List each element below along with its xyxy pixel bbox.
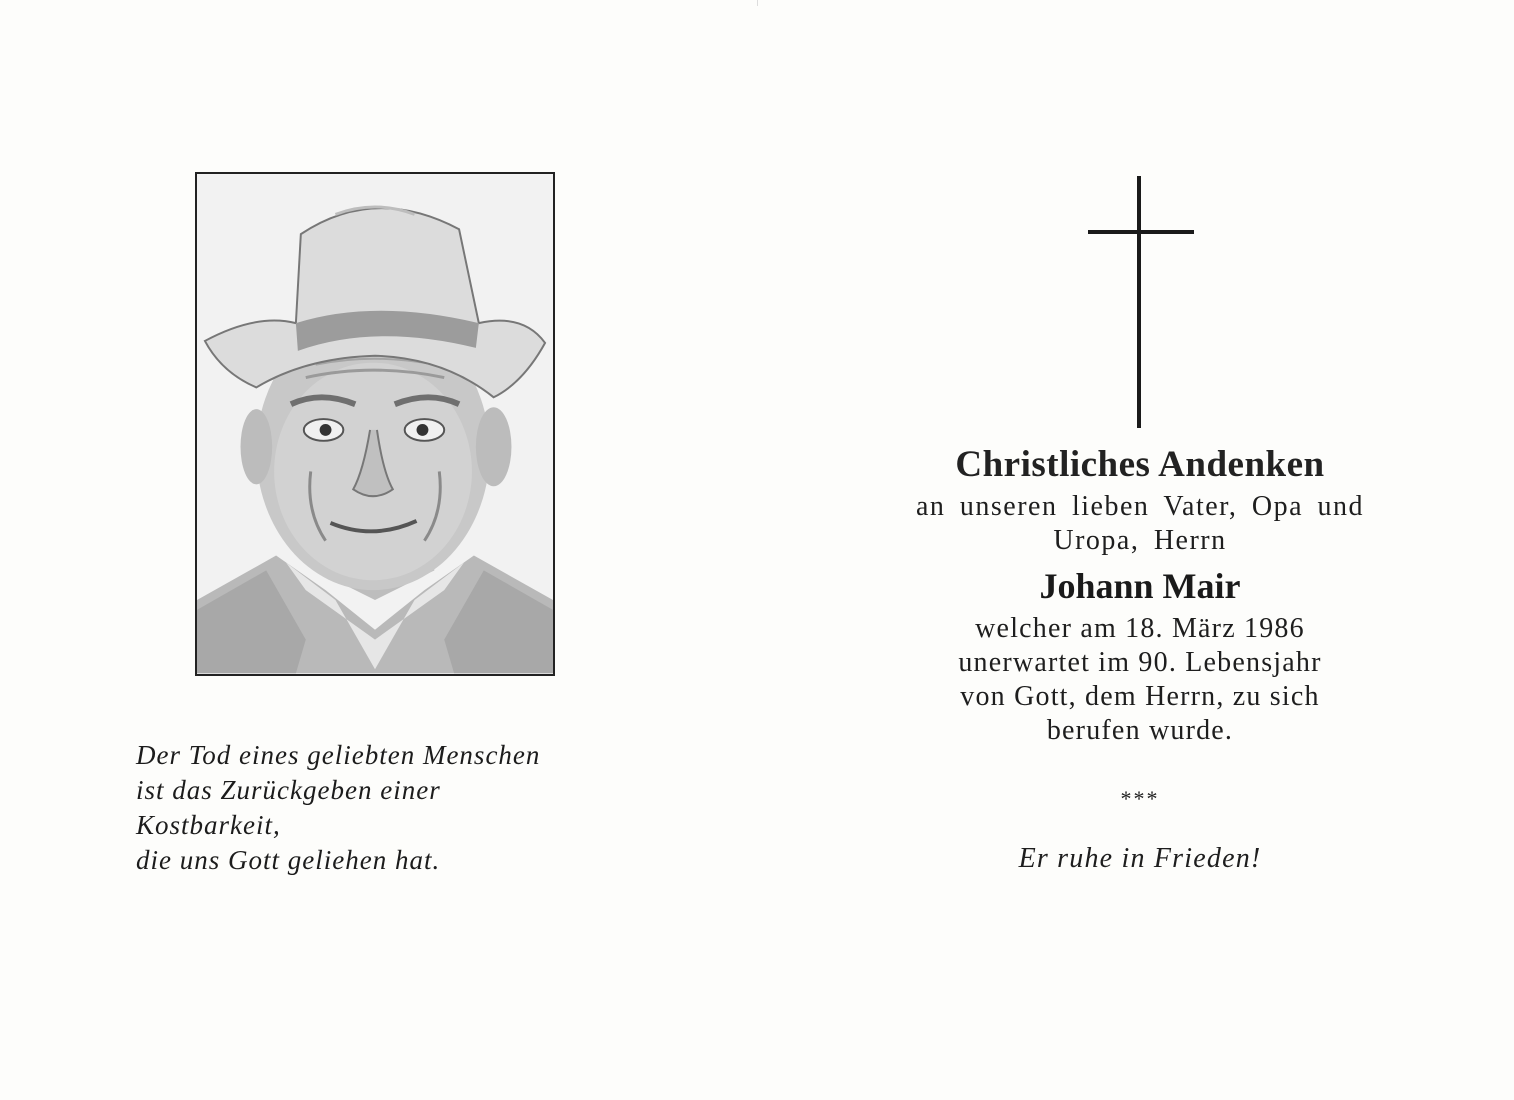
death-notice — [870, 612, 1410, 748]
memorial-quote — [136, 738, 656, 878]
blessing: Er ruhe in Frieden! — [1018, 843, 1262, 874]
separator: *** — [1120, 786, 1160, 811]
fold-mark — [757, 0, 758, 6]
cross-icon — [1088, 176, 1194, 428]
notice-line: unerwartet im 90. Lebensjahr — [958, 647, 1322, 678]
dedication-line: an unseren lieben Vater, Opa und — [915, 491, 1364, 522]
portrait-illustration — [197, 174, 553, 674]
deceased-name: Johann Mair — [1039, 566, 1241, 606]
quote-line: Kostbarkeit, — [136, 810, 281, 840]
notice-line: von Gott, dem Herrn, zu sich — [960, 681, 1320, 712]
memorial-text — [870, 440, 1410, 876]
quote-line: Der Tod eines geliebten Menschen — [136, 740, 541, 770]
quote-line: ist das Zurückgeben einer — [136, 775, 441, 805]
notice-line: welcher am 18. März 1986 — [975, 613, 1305, 644]
dedication — [870, 490, 1410, 558]
quote-line: die uns Gott geliehen hat. — [136, 845, 441, 875]
notice-line: berufen wurde. — [1046, 715, 1234, 746]
memorial-heading: Christliches Andenken — [955, 444, 1325, 485]
portrait-photo — [195, 172, 555, 676]
dedication-line: Uropa, Herrn — [1053, 525, 1227, 556]
